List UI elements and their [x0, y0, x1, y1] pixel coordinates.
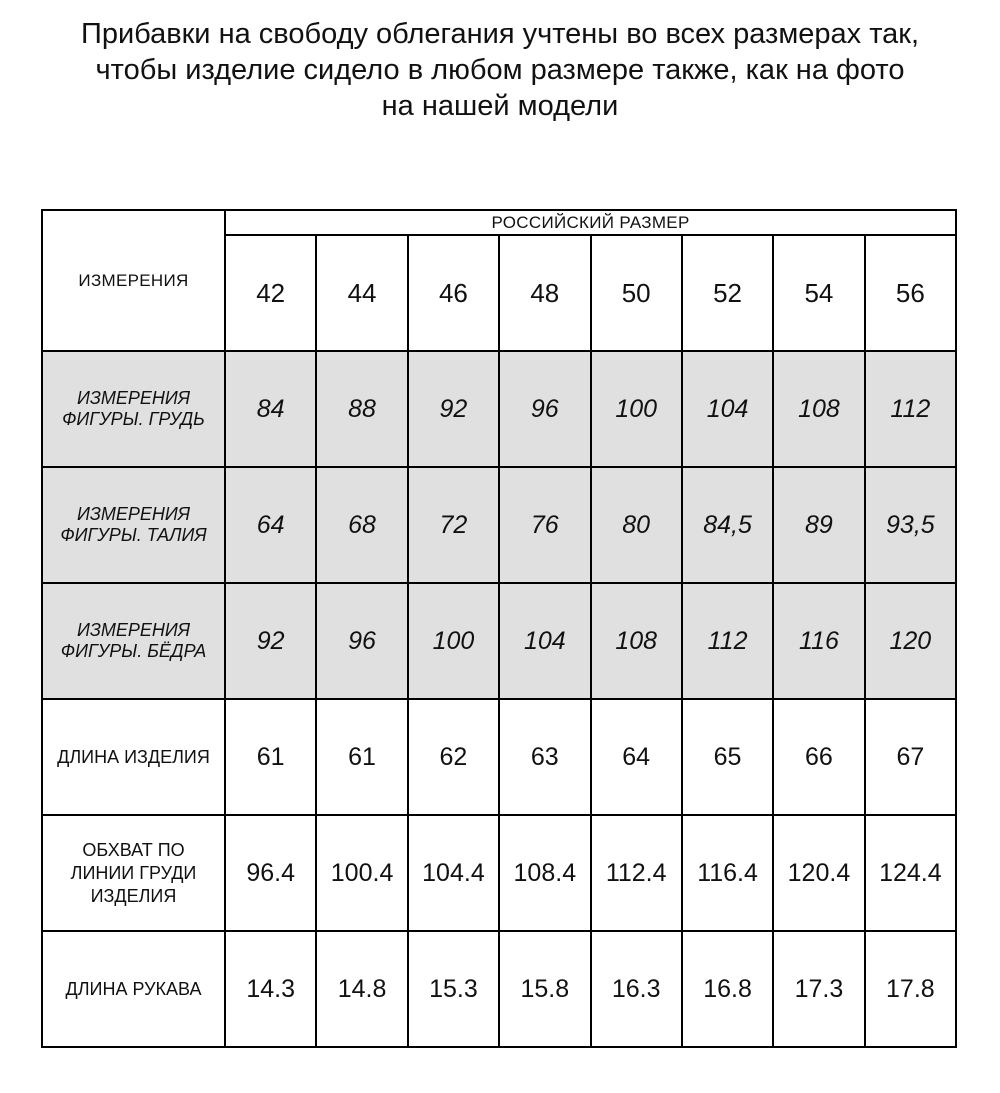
- size-value-cell: 120.4: [773, 815, 864, 931]
- size-value-cell: 17.3: [773, 931, 864, 1047]
- size-value-cell: 96: [499, 351, 590, 467]
- size-value-cell: 96.4: [225, 815, 316, 931]
- row-label-line: ЛИНИИ ГРУДИ: [70, 862, 197, 883]
- garment-measurement-row: [42, 699, 956, 815]
- size-value-cell: 120: [865, 583, 956, 699]
- size-value-cell: 67: [865, 699, 956, 815]
- row-label: [42, 351, 225, 467]
- garment-measurement-row: [42, 931, 956, 1047]
- size-value-cell: 108: [591, 583, 682, 699]
- size-column-header: 54: [773, 235, 864, 351]
- size-value-cell: 96: [316, 583, 407, 699]
- size-column-header: 50: [591, 235, 682, 351]
- body-measurement-row: [42, 467, 956, 583]
- size-value-cell: 112: [865, 351, 956, 467]
- size-value-cell: 66: [773, 699, 864, 815]
- size-value-cell: 116.4: [682, 815, 773, 931]
- row-label-line: ФИГУРЫ. ГРУДЬ: [62, 409, 205, 429]
- intro-line: чтобы изделие сидело в любом размере также, как на фото: [95, 54, 905, 86]
- size-value-cell: 112.4: [591, 815, 682, 931]
- size-value-cell: 68: [316, 467, 407, 583]
- size-value-cell: 100: [591, 351, 682, 467]
- row-label: [42, 699, 225, 815]
- size-column-header: 44: [316, 235, 407, 351]
- size-value-cell: 80: [591, 467, 682, 583]
- size-value-cell: 108: [773, 351, 864, 467]
- size-value-cell: 72: [408, 467, 499, 583]
- size-value-cell: 104.4: [408, 815, 499, 931]
- row-label-line: ДЛИНА ИЗДЕЛИЯ: [57, 746, 210, 767]
- row-label: [42, 467, 225, 583]
- size-value-cell: 104: [682, 351, 773, 467]
- size-value-cell: 17.8: [865, 931, 956, 1047]
- body-measurement-row: [42, 583, 956, 699]
- size-value-cell: 89: [773, 467, 864, 583]
- row-label-line: ФИГУРЫ. ТАЛИЯ: [60, 525, 207, 545]
- size-chart-table: [41, 209, 957, 1048]
- size-value-cell: 15.3: [408, 931, 499, 1047]
- size-value-cell: 16.8: [682, 931, 773, 1047]
- size-value-cell: 84: [225, 351, 316, 467]
- row-label-line: ИЗМЕРЕНИЯ: [76, 504, 191, 524]
- size-column-header: 42: [225, 235, 316, 351]
- size-column-header: 52: [682, 235, 773, 351]
- row-label-line: ФИГУРЫ. БЁДРА: [60, 641, 207, 661]
- intro-note: [20, 16, 980, 124]
- size-system-header: РОССИЙСКИЙ РАЗМЕР: [225, 210, 956, 235]
- size-value-cell: 88: [316, 351, 407, 467]
- size-value-cell: 64: [225, 467, 316, 583]
- row-label-line: ИЗМЕРЕНИЯ: [76, 620, 191, 640]
- size-column-header: 48: [499, 235, 590, 351]
- size-value-cell: 92: [408, 351, 499, 467]
- size-value-cell: 108.4: [499, 815, 590, 931]
- measurements-header: ИЗМЕРЕНИЯ: [42, 210, 225, 351]
- size-value-cell: 93,5: [865, 467, 956, 583]
- size-value-cell: 100.4: [316, 815, 407, 931]
- size-column-header: 46: [408, 235, 499, 351]
- size-value-cell: 65: [682, 699, 773, 815]
- body-measurement-row: [42, 351, 956, 467]
- size-value-cell: 112: [682, 583, 773, 699]
- size-value-cell: 61: [225, 699, 316, 815]
- intro-line: Прибавки на свободу облегания учтены во всех размерах так,: [80, 18, 920, 50]
- garment-measurement-row: [42, 815, 956, 931]
- size-value-cell: 76: [499, 467, 590, 583]
- size-column-header: 56: [865, 235, 956, 351]
- size-value-cell: 116: [773, 583, 864, 699]
- row-label: [42, 815, 225, 931]
- row-label-line: ИЗДЕЛИЯ: [90, 885, 177, 906]
- size-value-cell: 64: [591, 699, 682, 815]
- size-value-cell: 14.8: [316, 931, 407, 1047]
- row-label-line: ИЗМЕРЕНИЯ: [76, 388, 191, 408]
- size-value-cell: 124.4: [865, 815, 956, 931]
- size-value-cell: 15.8: [499, 931, 590, 1047]
- size-value-cell: 84,5: [682, 467, 773, 583]
- row-label: [42, 583, 225, 699]
- size-value-cell: 92: [225, 583, 316, 699]
- size-value-cell: 100: [408, 583, 499, 699]
- size-value-cell: 104: [499, 583, 590, 699]
- size-value-cell: 61: [316, 699, 407, 815]
- size-value-cell: 62: [408, 699, 499, 815]
- row-label-line: ДЛИНА РУКАВА: [65, 978, 202, 999]
- size-value-cell: 14.3: [225, 931, 316, 1047]
- row-label: [42, 931, 225, 1047]
- size-chart-body: [42, 351, 956, 1047]
- size-value-cell: 16.3: [591, 931, 682, 1047]
- size-system-row: [42, 210, 956, 235]
- intro-line: на нашей модели: [381, 90, 619, 122]
- size-value-cell: 63: [499, 699, 590, 815]
- row-label-line: ОБХВАТ ПО: [82, 839, 185, 860]
